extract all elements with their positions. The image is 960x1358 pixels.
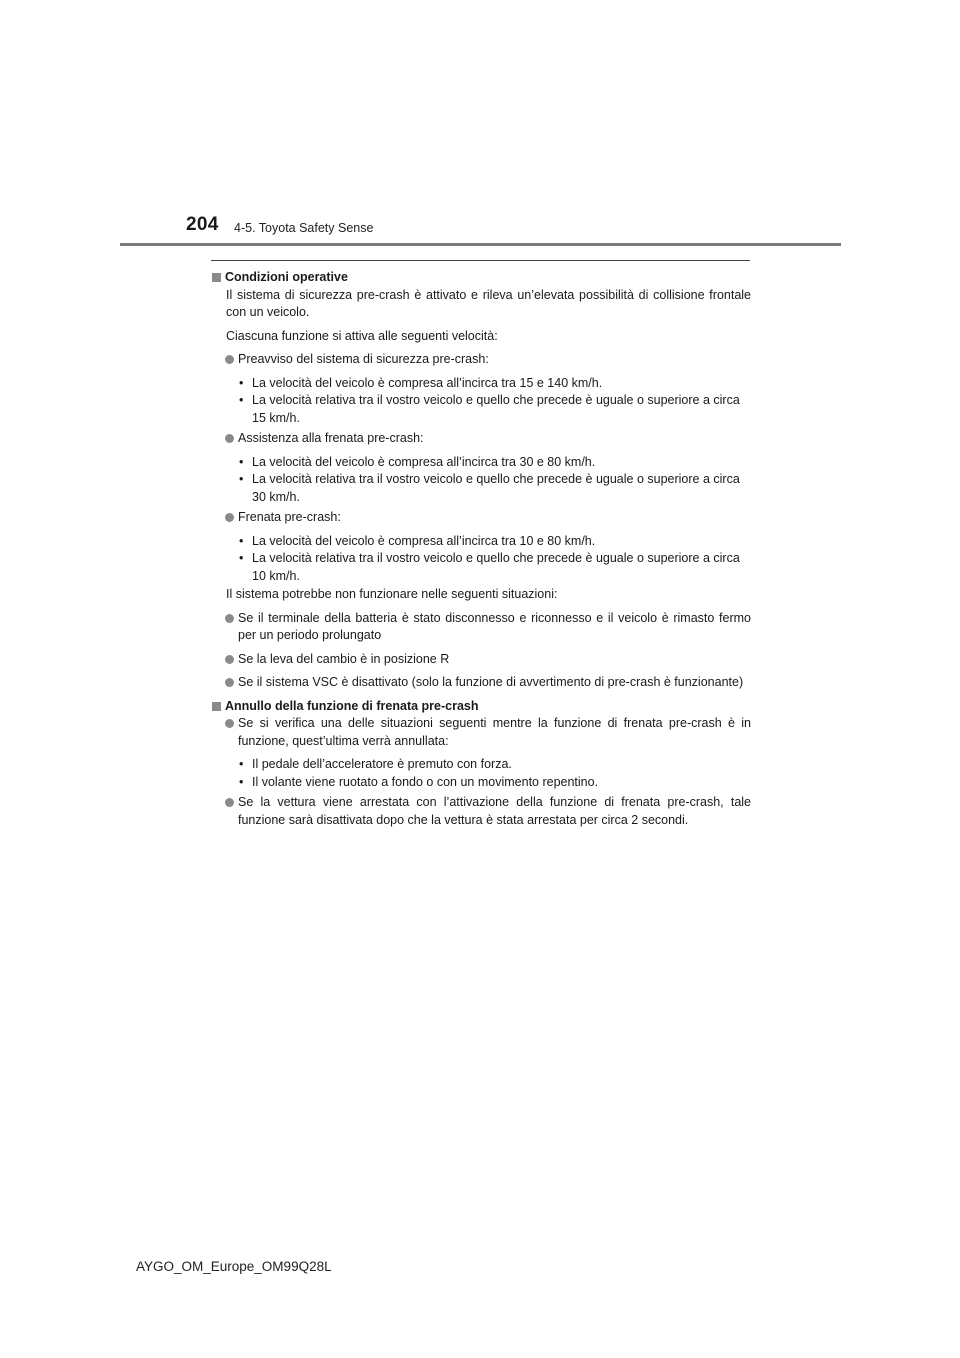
- list-item: • La velocità relativa tra il vostro veicolo e quello che precede è uguale o superiore a circa 15 km/h.: [239, 393, 740, 425]
- sub-list: [211, 375, 751, 428]
- circle-bullet-icon: [225, 798, 234, 807]
- list-item: • Il pedale dell’acceleratore è premuto con forza.: [211, 756, 751, 774]
- section-title: 4-5. Toyota Safety Sense: [234, 221, 374, 235]
- circle-bullet-icon: [225, 513, 234, 522]
- footer-doc-code: AYGO_OM_Europe_OM99Q28L: [136, 1259, 332, 1274]
- circle-bullet-icon: [225, 614, 234, 623]
- square-bullet-icon: [212, 702, 221, 711]
- bullet-icon: •: [239, 472, 244, 486]
- bullet-item: Assistenza alla frenata pre-crash:: [211, 430, 751, 448]
- circle-bullet-icon: [225, 355, 234, 364]
- bullet-item: Se si verifica una delle situazioni seguenti mentre la funzione di frenata pre-crash è in funzione, quest’ultima verrà annullata:: [211, 715, 751, 750]
- sub-list: [211, 454, 751, 507]
- bullet-icon: •: [239, 757, 244, 771]
- circle-bullet-icon: [225, 719, 234, 728]
- paragraph: Il sistema di sicurezza pre-crash è attivato e rileva un’elevata possibilità di collisione frontale con un veicolo.: [226, 287, 751, 319]
- list-item: • Il volante viene ruotato a fondo o con un movimento repentino.: [211, 774, 751, 792]
- list-item: • La velocità relativa tra il vostro veicolo e quello che precede è uguale o superiore a circa 10 km/h.: [239, 551, 740, 583]
- header-rule: [120, 243, 841, 246]
- bullet-item: Se il terminale della batteria è stato disconnesso e riconnesso e il veicolo è rimasto fermo per un periodo prolungato: [211, 610, 751, 645]
- square-bullet-icon: [212, 273, 221, 282]
- sub-list: [211, 756, 751, 791]
- bullet-icon: •: [239, 393, 244, 407]
- paragraph: Il sistema potrebbe non funzionare nelle seguenti situazioni:: [226, 587, 558, 601]
- list-item: • La velocità del veicolo è compresa all’incirca tra 30 e 80 km/h.: [211, 454, 751, 472]
- content-rule: [211, 260, 750, 261]
- circle-bullet-icon: [225, 678, 234, 687]
- sub-list: [211, 533, 751, 586]
- list-item: • La velocità del veicolo è compresa all’incirca tra 15 e 140 km/h.: [211, 375, 751, 393]
- bullet-item: Frenata pre-crash:: [211, 509, 751, 527]
- bullet-icon: •: [239, 551, 244, 565]
- bullet-item: Se la leva del cambio è in posizione R: [211, 651, 751, 669]
- bullet-icon: •: [239, 375, 244, 390]
- list-item: • La velocità relativa tra il vostro veicolo e quello che precede è uguale o superiore a circa 30 km/h.: [239, 472, 740, 504]
- bullet-item: Se il sistema VSC è disattivato (solo la funzione di avvertimento di pre-crash è funzionante): [211, 674, 751, 692]
- bullet-icon: •: [239, 774, 244, 789]
- page-number: 204: [186, 214, 219, 235]
- paragraph: Ciascuna funzione si attiva alle seguenti velocità:: [226, 328, 498, 343]
- heading-annullo: Annullo della funzione di frenata pre-crash: [211, 698, 751, 716]
- bullet-item: Se la vettura viene arrestata con l’attivazione della funzione di frenata pre-crash, tale funzione sarà disattivata dopo che la vettura è stata arrestata per circa 2 secondi.: [211, 794, 751, 829]
- circle-bullet-icon: [225, 655, 234, 664]
- page-content: [211, 269, 751, 829]
- heading-condizioni: Condizioni operative: [211, 269, 751, 287]
- bullet-icon: •: [239, 454, 244, 469]
- list-item: • La velocità del veicolo è compresa all’incirca tra 10 e 80 km/h.: [211, 533, 751, 551]
- bullet-item: Preavviso del sistema di sicurezza pre-crash:: [211, 351, 751, 369]
- bullet-icon: •: [239, 533, 244, 548]
- circle-bullet-icon: [225, 434, 234, 443]
